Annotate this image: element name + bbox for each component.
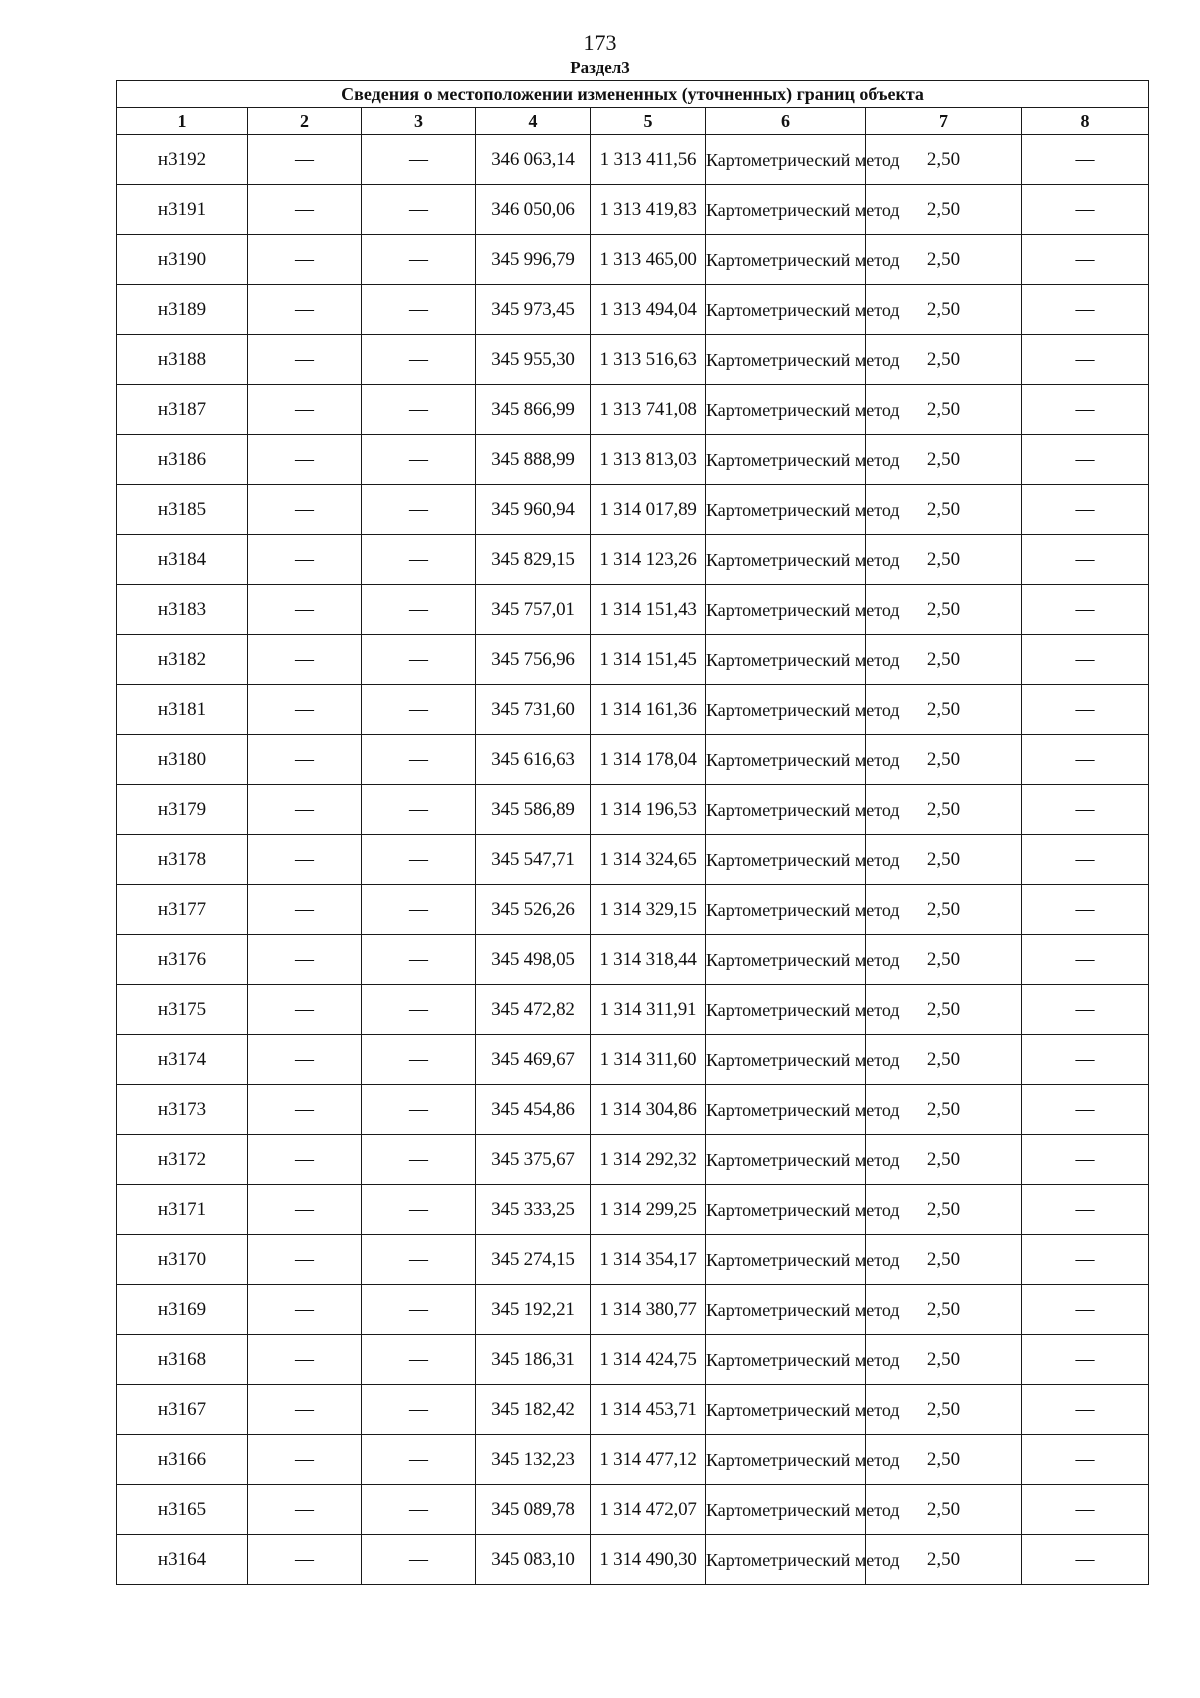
- accuracy-cell: 2,50: [866, 785, 1022, 835]
- accuracy-cell: 2,50: [866, 685, 1022, 735]
- y-coordinate-cell: 1 314 324,65: [591, 835, 706, 885]
- col8-cell: —: [1022, 285, 1149, 335]
- col3-cell: —: [362, 785, 476, 835]
- accuracy-cell: 2,50: [866, 1185, 1022, 1235]
- accuracy-cell: 2,50: [866, 1435, 1022, 1485]
- table-row: [117, 1235, 1149, 1285]
- col3-cell: —: [362, 285, 476, 335]
- x-coordinate-cell: 345 996,79: [476, 235, 591, 285]
- col8-cell: —: [1022, 185, 1149, 235]
- point-id-cell: н3184: [117, 535, 248, 585]
- table-row: [117, 1285, 1149, 1335]
- method-cell: Картометрический метод: [706, 335, 866, 385]
- col2-cell: —: [248, 635, 362, 685]
- col3-cell: —: [362, 1185, 476, 1235]
- accuracy-cell: 2,50: [866, 1035, 1022, 1085]
- col8-cell: —: [1022, 1035, 1149, 1085]
- col2-cell: —: [248, 1085, 362, 1135]
- method-cell: Картометрический метод: [706, 585, 866, 635]
- col8-cell: —: [1022, 1085, 1149, 1135]
- col3-cell: —: [362, 1335, 476, 1385]
- y-coordinate-cell: 1 314 017,89: [591, 485, 706, 535]
- table-row: [117, 335, 1149, 385]
- accuracy-cell: 2,50: [866, 585, 1022, 635]
- table-row: [117, 1085, 1149, 1135]
- col3-cell: —: [362, 1535, 476, 1585]
- y-coordinate-cell: 1 313 516,63: [591, 335, 706, 385]
- table-row: [117, 785, 1149, 835]
- column-number-4: 4: [476, 108, 591, 135]
- table-row: [117, 285, 1149, 335]
- col8-cell: —: [1022, 1285, 1149, 1335]
- col2-cell: —: [248, 385, 362, 435]
- col3-cell: —: [362, 585, 476, 635]
- col2-cell: —: [248, 1485, 362, 1535]
- point-id-cell: н3177: [117, 885, 248, 935]
- col3-cell: —: [362, 1085, 476, 1135]
- point-id-cell: н3168: [117, 1335, 248, 1385]
- col8-cell: —: [1022, 885, 1149, 935]
- col8-cell: —: [1022, 1385, 1149, 1435]
- col3-cell: —: [362, 235, 476, 285]
- table-row: [117, 735, 1149, 785]
- accuracy-cell: 2,50: [866, 1335, 1022, 1385]
- method-cell: Картометрический метод: [706, 535, 866, 585]
- col2-cell: —: [248, 1135, 362, 1185]
- x-coordinate-cell: 345 955,30: [476, 335, 591, 385]
- x-coordinate-cell: 345 547,71: [476, 835, 591, 885]
- column-number-2: 2: [248, 108, 362, 135]
- col2-cell: —: [248, 485, 362, 535]
- col2-cell: —: [248, 435, 362, 485]
- col2-cell: —: [248, 1185, 362, 1235]
- point-id-cell: н3180: [117, 735, 248, 785]
- table-row: [117, 1185, 1149, 1235]
- accuracy-cell: 2,50: [866, 935, 1022, 985]
- method-cell: Картометрический метод: [706, 785, 866, 835]
- table-row: [117, 635, 1149, 685]
- x-coordinate-cell: 346 063,14: [476, 135, 591, 185]
- col8-cell: —: [1022, 585, 1149, 635]
- y-coordinate-cell: 1 314 151,43: [591, 585, 706, 635]
- table-row: [117, 535, 1149, 585]
- section-title: Раздел3: [570, 58, 630, 77]
- x-coordinate-cell: 345 469,67: [476, 1035, 591, 1085]
- accuracy-cell: 2,50: [866, 1285, 1022, 1335]
- y-coordinate-cell: 1 314 292,32: [591, 1135, 706, 1185]
- col3-cell: —: [362, 1235, 476, 1285]
- table-row: [117, 1435, 1149, 1485]
- method-cell: Картометрический метод: [706, 1485, 866, 1535]
- method-cell: Картометрический метод: [706, 385, 866, 435]
- method-cell: Картометрический метод: [706, 1435, 866, 1485]
- col3-cell: —: [362, 1385, 476, 1435]
- col2-cell: —: [248, 535, 362, 585]
- col2-cell: —: [248, 785, 362, 835]
- col8-cell: —: [1022, 985, 1149, 1035]
- table-caption: Сведения о местоположении измененных (уточненных) границ объекта: [117, 81, 1149, 108]
- table-row: [117, 985, 1149, 1035]
- table-row: [117, 185, 1149, 235]
- point-id-cell: н3185: [117, 485, 248, 535]
- y-coordinate-cell: 1 314 318,44: [591, 935, 706, 985]
- y-coordinate-cell: 1 314 299,25: [591, 1185, 706, 1235]
- point-id-cell: н3192: [117, 135, 248, 185]
- col8-cell: —: [1022, 235, 1149, 285]
- accuracy-cell: 2,50: [866, 535, 1022, 585]
- y-coordinate-cell: 1 314 490,30: [591, 1535, 706, 1585]
- x-coordinate-cell: 345 182,42: [476, 1385, 591, 1435]
- column-number-3: 3: [362, 108, 476, 135]
- table-row: [117, 435, 1149, 485]
- col8-cell: —: [1022, 1135, 1149, 1185]
- col3-cell: —: [362, 685, 476, 735]
- point-id-cell: н3189: [117, 285, 248, 335]
- col3-cell: —: [362, 1435, 476, 1485]
- point-id-cell: н3175: [117, 985, 248, 1035]
- x-coordinate-cell: 345 498,05: [476, 935, 591, 985]
- x-coordinate-cell: 345 866,99: [476, 385, 591, 435]
- col2-cell: —: [248, 585, 362, 635]
- accuracy-cell: 2,50: [866, 635, 1022, 685]
- y-coordinate-cell: 1 314 161,36: [591, 685, 706, 735]
- table-row: [117, 1335, 1149, 1385]
- table-row: [117, 1035, 1149, 1085]
- col2-cell: —: [248, 1285, 362, 1335]
- table-row: [117, 1385, 1149, 1435]
- y-coordinate-cell: 1 314 453,71: [591, 1385, 706, 1435]
- col2-cell: —: [248, 935, 362, 985]
- point-id-cell: н3191: [117, 185, 248, 235]
- col8-cell: —: [1022, 535, 1149, 585]
- accuracy-cell: 2,50: [866, 385, 1022, 435]
- table-body: [117, 135, 1149, 1585]
- y-coordinate-cell: 1 313 419,83: [591, 185, 706, 235]
- col3-cell: —: [362, 335, 476, 385]
- y-coordinate-cell: 1 314 151,45: [591, 635, 706, 685]
- col3-cell: —: [362, 935, 476, 985]
- y-coordinate-cell: 1 313 411,56: [591, 135, 706, 185]
- y-coordinate-cell: 1 314 424,75: [591, 1335, 706, 1385]
- col3-cell: —: [362, 1135, 476, 1185]
- point-id-cell: н3176: [117, 935, 248, 985]
- col3-cell: —: [362, 835, 476, 885]
- y-coordinate-cell: 1 314 477,12: [591, 1435, 706, 1485]
- col3-cell: —: [362, 385, 476, 435]
- col3-cell: —: [362, 985, 476, 1035]
- column-number-5: 5: [591, 108, 706, 135]
- x-coordinate-cell: 345 960,94: [476, 485, 591, 535]
- method-cell: Картометрический метод: [706, 1235, 866, 1285]
- col8-cell: —: [1022, 335, 1149, 385]
- col8-cell: —: [1022, 735, 1149, 785]
- col8-cell: —: [1022, 1535, 1149, 1585]
- x-coordinate-cell: 345 186,31: [476, 1335, 591, 1385]
- col8-cell: —: [1022, 685, 1149, 735]
- table-row: [117, 935, 1149, 985]
- x-coordinate-cell: 345 586,89: [476, 785, 591, 835]
- col3-cell: —: [362, 1035, 476, 1085]
- column-number-6: 6: [706, 108, 866, 135]
- col8-cell: —: [1022, 1485, 1149, 1535]
- col2-cell: —: [248, 1435, 362, 1485]
- x-coordinate-cell: 345 829,15: [476, 535, 591, 585]
- method-cell: Картометрический метод: [706, 1285, 866, 1335]
- table-row: [117, 135, 1149, 185]
- table-row: [117, 1535, 1149, 1585]
- col3-cell: —: [362, 485, 476, 535]
- col2-cell: —: [248, 1035, 362, 1085]
- col8-cell: —: [1022, 1235, 1149, 1285]
- col3-cell: —: [362, 435, 476, 485]
- y-coordinate-cell: 1 314 311,91: [591, 985, 706, 1035]
- x-coordinate-cell: 345 333,25: [476, 1185, 591, 1235]
- y-coordinate-cell: 1 313 741,08: [591, 385, 706, 435]
- accuracy-cell: 2,50: [866, 235, 1022, 285]
- col2-cell: —: [248, 1335, 362, 1385]
- point-id-cell: н3172: [117, 1135, 248, 1185]
- accuracy-cell: 2,50: [866, 1235, 1022, 1285]
- method-cell: Картометрический метод: [706, 285, 866, 335]
- method-cell: Картометрический метод: [706, 1185, 866, 1235]
- col8-cell: —: [1022, 835, 1149, 885]
- col2-cell: —: [248, 885, 362, 935]
- point-id-cell: н3183: [117, 585, 248, 635]
- col2-cell: —: [248, 285, 362, 335]
- col2-cell: —: [248, 1385, 362, 1435]
- y-coordinate-cell: 1 314 178,04: [591, 735, 706, 785]
- y-coordinate-cell: 1 313 813,03: [591, 435, 706, 485]
- col2-cell: —: [248, 235, 362, 285]
- column-number-row: [117, 108, 1149, 135]
- col8-cell: —: [1022, 1435, 1149, 1485]
- x-coordinate-cell: 345 083,10: [476, 1535, 591, 1585]
- y-coordinate-cell: 1 314 354,17: [591, 1235, 706, 1285]
- column-number-7: 7: [866, 108, 1022, 135]
- col8-cell: —: [1022, 635, 1149, 685]
- point-id-cell: н3181: [117, 685, 248, 735]
- accuracy-cell: 2,50: [866, 185, 1022, 235]
- col2-cell: —: [248, 185, 362, 235]
- point-id-cell: н3166: [117, 1435, 248, 1485]
- point-id-cell: н3186: [117, 435, 248, 485]
- x-coordinate-cell: 345 526,26: [476, 885, 591, 935]
- method-cell: Картометрический метод: [706, 235, 866, 285]
- col3-cell: —: [362, 135, 476, 185]
- table-row: [117, 685, 1149, 735]
- point-id-cell: н3174: [117, 1035, 248, 1085]
- table-caption-row: [117, 81, 1149, 108]
- accuracy-cell: 2,50: [866, 985, 1022, 1035]
- method-cell: Картометрический метод: [706, 435, 866, 485]
- accuracy-cell: 2,50: [866, 1385, 1022, 1435]
- col8-cell: —: [1022, 385, 1149, 435]
- method-cell: Картометрический метод: [706, 1135, 866, 1185]
- method-cell: Картометрический метод: [706, 1535, 866, 1585]
- col2-cell: —: [248, 835, 362, 885]
- method-cell: Картометрический метод: [706, 835, 866, 885]
- x-coordinate-cell: 345 731,60: [476, 685, 591, 735]
- col8-cell: —: [1022, 135, 1149, 185]
- x-coordinate-cell: 345 132,23: [476, 1435, 591, 1485]
- accuracy-cell: 2,50: [866, 1485, 1022, 1535]
- boundary-coordinates-table: [116, 80, 1149, 1585]
- y-coordinate-cell: 1 314 304,86: [591, 1085, 706, 1135]
- accuracy-cell: 2,50: [866, 1535, 1022, 1585]
- point-id-cell: н3188: [117, 335, 248, 385]
- x-coordinate-cell: 345 274,15: [476, 1235, 591, 1285]
- col2-cell: —: [248, 985, 362, 1035]
- col8-cell: —: [1022, 485, 1149, 535]
- point-id-cell: н3165: [117, 1485, 248, 1535]
- point-id-cell: н3190: [117, 235, 248, 285]
- column-number-8: 8: [1022, 108, 1149, 135]
- table-row: [117, 835, 1149, 885]
- point-id-cell: н3167: [117, 1385, 248, 1435]
- point-id-cell: н3169: [117, 1285, 248, 1335]
- x-coordinate-cell: 345 375,67: [476, 1135, 591, 1185]
- col2-cell: —: [248, 1235, 362, 1285]
- table-row: [117, 235, 1149, 285]
- x-coordinate-cell: 345 089,78: [476, 1485, 591, 1535]
- y-coordinate-cell: 1 313 465,00: [591, 235, 706, 285]
- y-coordinate-cell: 1 313 494,04: [591, 285, 706, 335]
- x-coordinate-cell: 345 756,96: [476, 635, 591, 685]
- accuracy-cell: 2,50: [866, 885, 1022, 935]
- table-row: [117, 385, 1149, 435]
- y-coordinate-cell: 1 314 196,53: [591, 785, 706, 835]
- col3-cell: —: [362, 535, 476, 585]
- col8-cell: —: [1022, 785, 1149, 835]
- col3-cell: —: [362, 735, 476, 785]
- method-cell: Картометрический метод: [706, 1385, 866, 1435]
- accuracy-cell: 2,50: [866, 335, 1022, 385]
- x-coordinate-cell: 345 192,21: [476, 1285, 591, 1335]
- col3-cell: —: [362, 1485, 476, 1535]
- point-id-cell: н3187: [117, 385, 248, 435]
- accuracy-cell: 2,50: [866, 135, 1022, 185]
- accuracy-cell: 2,50: [866, 735, 1022, 785]
- point-id-cell: н3182: [117, 635, 248, 685]
- x-coordinate-cell: 345 973,45: [476, 285, 591, 335]
- col3-cell: —: [362, 1285, 476, 1335]
- column-number-1: 1: [117, 108, 248, 135]
- col8-cell: —: [1022, 1335, 1149, 1385]
- y-coordinate-cell: 1 314 311,60: [591, 1035, 706, 1085]
- accuracy-cell: 2,50: [866, 1135, 1022, 1185]
- method-cell: Картометрический метод: [706, 135, 866, 185]
- col2-cell: —: [248, 735, 362, 785]
- method-cell: Картометрический метод: [706, 1335, 866, 1385]
- point-id-cell: н3173: [117, 1085, 248, 1135]
- col8-cell: —: [1022, 935, 1149, 985]
- col2-cell: —: [248, 685, 362, 735]
- table-row: [117, 1485, 1149, 1535]
- x-coordinate-cell: 345 616,63: [476, 735, 591, 785]
- method-cell: Картометрический метод: [706, 485, 866, 535]
- table-row: [117, 1135, 1149, 1185]
- col3-cell: —: [362, 185, 476, 235]
- x-coordinate-cell: 345 757,01: [476, 585, 591, 635]
- x-coordinate-cell: 345 454,86: [476, 1085, 591, 1135]
- y-coordinate-cell: 1 314 329,15: [591, 885, 706, 935]
- method-cell: Картометрический метод: [706, 635, 866, 685]
- table-row: [117, 585, 1149, 635]
- table-row: [117, 885, 1149, 935]
- col8-cell: —: [1022, 435, 1149, 485]
- method-cell: Картометрический метод: [706, 735, 866, 785]
- x-coordinate-cell: 345 888,99: [476, 435, 591, 485]
- col2-cell: —: [248, 1535, 362, 1585]
- table-row: [117, 485, 1149, 535]
- col3-cell: —: [362, 635, 476, 685]
- point-id-cell: н3170: [117, 1235, 248, 1285]
- y-coordinate-cell: 1 314 472,07: [591, 1485, 706, 1535]
- method-cell: Картометрический метод: [706, 885, 866, 935]
- point-id-cell: н3179: [117, 785, 248, 835]
- method-cell: Картометрический метод: [706, 1035, 866, 1085]
- accuracy-cell: 2,50: [866, 1085, 1022, 1135]
- method-cell: Картометрический метод: [706, 685, 866, 735]
- method-cell: Картометрический метод: [706, 1085, 866, 1135]
- point-id-cell: н3164: [117, 1535, 248, 1585]
- col2-cell: —: [248, 135, 362, 185]
- y-coordinate-cell: 1 314 123,26: [591, 535, 706, 585]
- x-coordinate-cell: 345 472,82: [476, 985, 591, 1035]
- accuracy-cell: 2,50: [866, 435, 1022, 485]
- col2-cell: —: [248, 335, 362, 385]
- method-cell: Картометрический метод: [706, 935, 866, 985]
- accuracy-cell: 2,50: [866, 835, 1022, 885]
- point-id-cell: н3178: [117, 835, 248, 885]
- col3-cell: —: [362, 885, 476, 935]
- point-id-cell: н3171: [117, 1185, 248, 1235]
- accuracy-cell: 2,50: [866, 485, 1022, 535]
- page-number: 173: [583, 30, 617, 55]
- accuracy-cell: 2,50: [866, 285, 1022, 335]
- method-cell: Картометрический метод: [706, 985, 866, 1035]
- y-coordinate-cell: 1 314 380,77: [591, 1285, 706, 1335]
- x-coordinate-cell: 346 050,06: [476, 185, 591, 235]
- col8-cell: —: [1022, 1185, 1149, 1235]
- method-cell: Картометрический метод: [706, 185, 866, 235]
